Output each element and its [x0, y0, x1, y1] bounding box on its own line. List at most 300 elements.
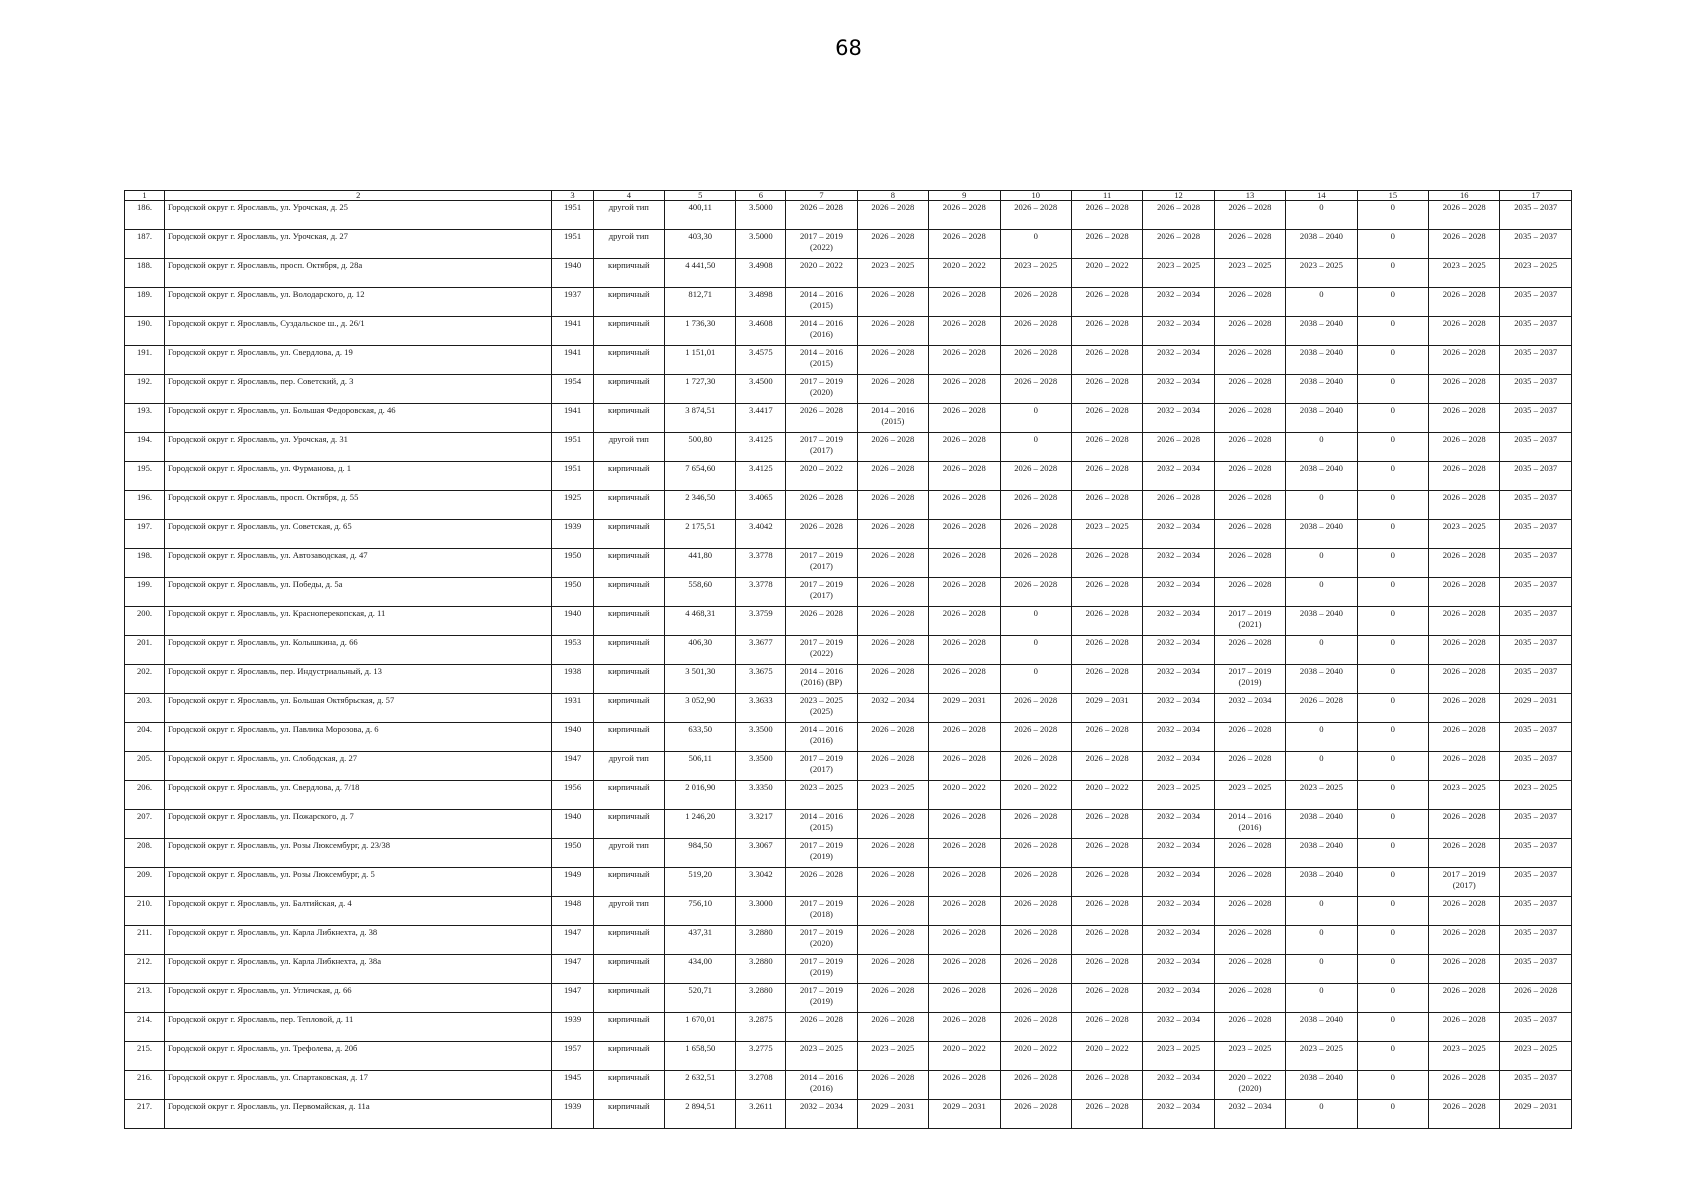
- table-cell: кирпичный: [593, 955, 664, 984]
- table-cell: 756,10: [665, 897, 736, 926]
- table-cell: 0: [1000, 230, 1071, 259]
- table-cell: 2026 – 2028: [1143, 230, 1214, 259]
- table-cell: 0: [1357, 1071, 1428, 1100]
- row-number-cell: 205.: [125, 752, 165, 781]
- table-cell: 2035 – 2037: [1500, 810, 1572, 839]
- table-cell: 2023 – 2025: [786, 1042, 857, 1071]
- table-row: [125, 346, 1572, 375]
- table-cell: 3.3067: [736, 839, 786, 868]
- address-cell: Городской округ г. Ярославль, ул. Карла Либкнехта, д. 38а: [165, 955, 552, 984]
- table-cell: 2038 – 2040: [1286, 375, 1357, 404]
- table-cell: 1950: [552, 839, 593, 868]
- table-cell: 2023 – 2025: [1500, 259, 1572, 288]
- row-number-cell: 198.: [125, 549, 165, 578]
- table-cell: 984,50: [665, 839, 736, 868]
- table-cell: кирпичный: [593, 984, 664, 1013]
- table-cell: 2032 – 2034: [1143, 607, 1214, 636]
- table-cell: 0: [1357, 317, 1428, 346]
- table-cell: 2023 – 2025: [786, 781, 857, 810]
- table-cell: другой тип: [593, 433, 664, 462]
- table-cell: 2020 – 2022: [929, 781, 1000, 810]
- row-number-cell: 190.: [125, 317, 165, 346]
- table-cell: 2026 – 2028: [1071, 201, 1142, 230]
- table-cell: 2026 – 2028: [1071, 897, 1142, 926]
- table-cell: кирпичный: [593, 1071, 664, 1100]
- table-cell: 0: [1286, 752, 1357, 781]
- table-cell: 1 736,30: [665, 317, 736, 346]
- table-cell: 3.3633: [736, 694, 786, 723]
- table-cell: 2026 – 2028: [1000, 1071, 1071, 1100]
- table-cell: 2026 – 2028: [1071, 462, 1142, 491]
- address-cell: Городской округ г. Ярославль, ул. Свердлова, д. 19: [165, 346, 552, 375]
- table-cell: 2026 – 2028: [1071, 607, 1142, 636]
- table-cell: другой тип: [593, 752, 664, 781]
- row-number-cell: 189.: [125, 288, 165, 317]
- table-cell: 1945: [552, 1071, 593, 1100]
- address-cell: Городской округ г. Ярославль, ул. Трефолева, д. 20б: [165, 1042, 552, 1071]
- table-cell: 2026 – 2028: [1429, 201, 1500, 230]
- table-cell: 2026 – 2028: [1071, 346, 1142, 375]
- table-cell: 1 727,30: [665, 375, 736, 404]
- column-number-header: 1: [125, 191, 165, 201]
- table-cell: 3.5000: [736, 230, 786, 259]
- table-cell: 2026 – 2028: [857, 636, 928, 665]
- table-row: [125, 1013, 1572, 1042]
- table-cell: 2026 – 2028: [857, 317, 928, 346]
- row-number-cell: 201.: [125, 636, 165, 665]
- table-cell: 2026 – 2028: [1429, 230, 1500, 259]
- table-cell: 2035 – 2037: [1500, 288, 1572, 317]
- table-cell: 1951: [552, 230, 593, 259]
- table-cell: 2026 – 2028: [1000, 752, 1071, 781]
- table-cell: 2038 – 2040: [1286, 839, 1357, 868]
- row-number-cell: 192.: [125, 375, 165, 404]
- table-cell: 2023 – 2025: [1071, 520, 1142, 549]
- table-row: [125, 578, 1572, 607]
- table-cell: 2026 – 2028: [857, 752, 928, 781]
- table-cell: 2026 – 2028: [929, 491, 1000, 520]
- table-cell: 2038 – 2040: [1286, 1071, 1357, 1100]
- table-cell: 2026 – 2028: [1429, 984, 1500, 1013]
- column-number-header: 12: [1143, 191, 1214, 201]
- table-cell: 2026 – 2028: [1143, 433, 1214, 462]
- table-cell: 2032 – 2034: [1143, 636, 1214, 665]
- table-cell: 2026 – 2028: [857, 926, 928, 955]
- address-cell: Городской округ г. Ярославль, ул. Урочская, д. 27: [165, 230, 552, 259]
- table-cell: 2035 – 2037: [1500, 433, 1572, 462]
- table-cell: 2026 – 2028: [1214, 317, 1285, 346]
- table-cell: 2026 – 2028: [929, 752, 1000, 781]
- table-row: [125, 723, 1572, 752]
- table-cell: кирпичный: [593, 723, 664, 752]
- table-cell: 2026 – 2028: [1214, 404, 1285, 433]
- table-cell: 2026 – 2028: [1071, 868, 1142, 897]
- table-cell: 2026 – 2028: [1500, 984, 1572, 1013]
- row-number-cell: 187.: [125, 230, 165, 259]
- table-cell: 2026 – 2028: [1071, 810, 1142, 839]
- table-cell: 2038 – 2040: [1286, 462, 1357, 491]
- table-cell: 3.2775: [736, 1042, 786, 1071]
- table-cell: 0: [1357, 462, 1428, 491]
- row-number-cell: 203.: [125, 694, 165, 723]
- column-number-header: 5: [665, 191, 736, 201]
- row-number-cell: 213.: [125, 984, 165, 1013]
- table-cell: 2035 – 2037: [1500, 491, 1572, 520]
- table-cell: 2026 – 2028: [929, 230, 1000, 259]
- table-cell: 1954: [552, 375, 593, 404]
- table-cell: 2032 – 2034: [1143, 317, 1214, 346]
- table-cell: 3 501,30: [665, 665, 736, 694]
- table-cell: 2026 – 2028: [1214, 462, 1285, 491]
- address-cell: Городской округ г. Ярославль, ул. Победы, д. 5а: [165, 578, 552, 607]
- table-row: [125, 201, 1572, 230]
- table-cell: 506,11: [665, 752, 736, 781]
- table-row: [125, 230, 1572, 259]
- address-cell: Городской округ г. Ярославль, ул. Балтийская, д. 4: [165, 897, 552, 926]
- table-cell: 2017 – 2019 (2022): [786, 230, 857, 259]
- table-cell: 0: [1286, 1100, 1357, 1129]
- row-number-cell: 217.: [125, 1100, 165, 1129]
- table-cell: 1941: [552, 317, 593, 346]
- table-cell: 2038 – 2040: [1286, 607, 1357, 636]
- table-cell: 2035 – 2037: [1500, 868, 1572, 897]
- table-cell: 0: [1357, 752, 1428, 781]
- table-cell: 2026 – 2028: [1429, 810, 1500, 839]
- row-number-cell: 206.: [125, 781, 165, 810]
- table-cell: 2026 – 2028: [857, 955, 928, 984]
- table-cell: 2026 – 2028: [929, 462, 1000, 491]
- column-number-header: 7: [786, 191, 857, 201]
- table-cell: 2014 – 2016 (2015): [857, 404, 928, 433]
- table-cell: кирпичный: [593, 868, 664, 897]
- table-cell: 2026 – 2028: [929, 810, 1000, 839]
- table-cell: 2023 – 2025: [1429, 520, 1500, 549]
- table-cell: 2026 – 2028: [1429, 317, 1500, 346]
- table-cell: 2026 – 2028: [857, 230, 928, 259]
- table-cell: 3.4575: [736, 346, 786, 375]
- table-cell: 2032 – 2034: [1143, 1013, 1214, 1042]
- row-number-cell: 197.: [125, 520, 165, 549]
- table-cell: 558,60: [665, 578, 736, 607]
- address-cell: Городской округ г. Ярославль, ул. Красноперекопская, д. 11: [165, 607, 552, 636]
- table-row: [125, 491, 1572, 520]
- table-cell: 2026 – 2028: [1000, 491, 1071, 520]
- table-cell: 0: [1357, 839, 1428, 868]
- table-cell: 2026 – 2028: [1214, 433, 1285, 462]
- table-cell: 2026 – 2028: [1071, 839, 1142, 868]
- table-cell: 2026 – 2028: [1000, 1100, 1071, 1129]
- table-cell: 0: [1286, 723, 1357, 752]
- table-cell: 2026 – 2028: [929, 984, 1000, 1013]
- table-cell: кирпичный: [593, 781, 664, 810]
- table-cell: 2017 – 2019 (2017): [786, 752, 857, 781]
- table-cell: кирпичный: [593, 1100, 664, 1129]
- table-cell: 406,30: [665, 636, 736, 665]
- table-cell: 2026 – 2028: [857, 810, 928, 839]
- table-cell: 2026 – 2028: [1000, 375, 1071, 404]
- row-number-cell: 196.: [125, 491, 165, 520]
- address-cell: Городской округ г. Ярославль, ул. Большая Федоровская, д. 46: [165, 404, 552, 433]
- table-cell: 2014 – 2016 (2015): [786, 810, 857, 839]
- address-cell: Городской округ г. Ярославль, ул. Урочская, д. 25: [165, 201, 552, 230]
- table-cell: 2026 – 2028: [1214, 1013, 1285, 1042]
- table-cell: 2026 – 2028: [1071, 549, 1142, 578]
- table-cell: 2026 – 2028: [1214, 549, 1285, 578]
- table-cell: 2026 – 2028: [1143, 201, 1214, 230]
- table-cell: 2026 – 2028: [1214, 520, 1285, 549]
- row-number-cell: 202.: [125, 665, 165, 694]
- table-cell: 2032 – 2034: [1143, 549, 1214, 578]
- table-cell: 2026 – 2028: [857, 346, 928, 375]
- table-cell: 2023 – 2025: [1143, 259, 1214, 288]
- table-cell: 1939: [552, 1013, 593, 1042]
- table-cell: 0: [1357, 433, 1428, 462]
- table-cell: 3.2708: [736, 1071, 786, 1100]
- table-cell: 1 151,01: [665, 346, 736, 375]
- table-cell: 2 175,51: [665, 520, 736, 549]
- table-cell: кирпичный: [593, 1013, 664, 1042]
- table-cell: 2023 – 2025 (2025): [786, 694, 857, 723]
- table-cell: 2026 – 2028: [929, 288, 1000, 317]
- table-cell: 0: [1000, 665, 1071, 694]
- table-row: [125, 288, 1572, 317]
- table-cell: 1925: [552, 491, 593, 520]
- table-cell: 1949: [552, 868, 593, 897]
- table-cell: 2032 – 2034: [1143, 665, 1214, 694]
- table-cell: 2035 – 2037: [1500, 897, 1572, 926]
- table-cell: 2038 – 2040: [1286, 868, 1357, 897]
- table-row: [125, 781, 1572, 810]
- table-cell: кирпичный: [593, 520, 664, 549]
- table-cell: 2017 – 2019 (2019): [786, 839, 857, 868]
- table-cell: 2026 – 2028: [786, 491, 857, 520]
- table-cell: 2035 – 2037: [1500, 839, 1572, 868]
- row-number-cell: 186.: [125, 201, 165, 230]
- table-cell: 3.2880: [736, 955, 786, 984]
- table-cell: 2020 – 2022: [1071, 781, 1142, 810]
- table-cell: 520,71: [665, 984, 736, 1013]
- row-number-cell: 211.: [125, 926, 165, 955]
- table-cell: 2023 – 2025: [857, 1042, 928, 1071]
- row-number-cell: 188.: [125, 259, 165, 288]
- table-cell: 3.4500: [736, 375, 786, 404]
- table-cell: 1939: [552, 1100, 593, 1129]
- table-cell: 2038 – 2040: [1286, 520, 1357, 549]
- table-cell: кирпичный: [593, 288, 664, 317]
- table-cell: 2026 – 2028: [857, 984, 928, 1013]
- table-cell: 0: [1000, 636, 1071, 665]
- table-cell: 0: [1286, 897, 1357, 926]
- table-row: [125, 926, 1572, 955]
- table-cell: 2020 – 2022: [1000, 1042, 1071, 1071]
- table-row: [125, 259, 1572, 288]
- table-cell: 2023 – 2025: [1214, 259, 1285, 288]
- table-cell: 2032 – 2034: [1143, 462, 1214, 491]
- table-cell: другой тип: [593, 839, 664, 868]
- table-cell: 2026 – 2028: [929, 868, 1000, 897]
- table-cell: 1947: [552, 926, 593, 955]
- table-cell: 2026 – 2028: [1214, 230, 1285, 259]
- table-cell: 2038 – 2040: [1286, 317, 1357, 346]
- address-cell: Городской округ г. Ярославль, ул. Первомайская, д. 11а: [165, 1100, 552, 1129]
- table-cell: 3.3350: [736, 781, 786, 810]
- table-cell: 2026 – 2028: [1214, 723, 1285, 752]
- table-cell: 2023 – 2025: [1214, 1042, 1285, 1071]
- table-cell: 2038 – 2040: [1286, 230, 1357, 259]
- table-cell: 3.3500: [736, 752, 786, 781]
- table-cell: 2026 – 2028: [786, 404, 857, 433]
- table-cell: кирпичный: [593, 404, 664, 433]
- table-cell: 2014 – 2016 (2016): [1214, 810, 1285, 839]
- table-cell: 2017 – 2019 (2018): [786, 897, 857, 926]
- table-cell: 2014 – 2016 (2016): [786, 317, 857, 346]
- table-cell: 0: [1357, 1042, 1428, 1071]
- table-cell: кирпичный: [593, 375, 664, 404]
- column-number-header: 14: [1286, 191, 1357, 201]
- table-cell: 2026 – 2028: [1071, 404, 1142, 433]
- table-cell: 2026 – 2028: [857, 839, 928, 868]
- table-cell: 2026 – 2028: [929, 346, 1000, 375]
- table-cell: 2026 – 2028: [1143, 491, 1214, 520]
- table-cell: 3.2875: [736, 1013, 786, 1042]
- table-cell: 1 658,50: [665, 1042, 736, 1071]
- address-cell: Городской округ г. Ярославль, пер. Тепловой, д. 11: [165, 1013, 552, 1042]
- row-number-cell: 199.: [125, 578, 165, 607]
- table-cell: 2026 – 2028: [1214, 897, 1285, 926]
- table-cell: 2014 – 2016 (2015): [786, 288, 857, 317]
- table-row: [125, 897, 1572, 926]
- table-cell: 2026 – 2028: [786, 201, 857, 230]
- table-cell: 2017 – 2019 (2019): [786, 984, 857, 1013]
- table-cell: 2026 – 2028: [1214, 636, 1285, 665]
- row-number-cell: 194.: [125, 433, 165, 462]
- page-number: 68: [835, 36, 862, 60]
- table-cell: 1 246,20: [665, 810, 736, 839]
- table-cell: 2 016,90: [665, 781, 736, 810]
- table-cell: 2026 – 2028: [1071, 984, 1142, 1013]
- table-cell: 2038 – 2040: [1286, 665, 1357, 694]
- table-cell: 3.3042: [736, 868, 786, 897]
- table-cell: 2035 – 2037: [1500, 607, 1572, 636]
- table-cell: 2026 – 2028: [1214, 984, 1285, 1013]
- table-cell: 0: [1286, 433, 1357, 462]
- table-cell: 2026 – 2028: [857, 665, 928, 694]
- table-cell: 2026 – 2028: [929, 955, 1000, 984]
- table-cell: 0: [1357, 520, 1428, 549]
- table-cell: 441,80: [665, 549, 736, 578]
- table-cell: 2023 – 2025: [857, 781, 928, 810]
- table-cell: 2032 – 2034: [1143, 404, 1214, 433]
- table-cell: 2026 – 2028: [857, 1013, 928, 1042]
- table-cell: 2032 – 2034: [1143, 839, 1214, 868]
- table-cell: 0: [1357, 288, 1428, 317]
- table-cell: 2017 – 2019 (2017): [1429, 868, 1500, 897]
- table-cell: 2026 – 2028: [929, 549, 1000, 578]
- table-cell: 2026 – 2028: [1071, 1013, 1142, 1042]
- table-cell: 2026 – 2028: [786, 607, 857, 636]
- table-cell: 1938: [552, 665, 593, 694]
- table-cell: 2023 – 2025: [857, 259, 928, 288]
- table-cell: 2026 – 2028: [1000, 984, 1071, 1013]
- table-cell: 2026 – 2028: [1071, 578, 1142, 607]
- table-cell: 2032 – 2034: [1143, 346, 1214, 375]
- address-cell: Городской округ г. Ярославль, пер. Индустриальный, д. 13: [165, 665, 552, 694]
- table-cell: 2026 – 2028: [1429, 636, 1500, 665]
- column-number-header: 8: [857, 191, 928, 201]
- table-row: [125, 694, 1572, 723]
- table-row: [125, 520, 1572, 549]
- table-cell: 2035 – 2037: [1500, 520, 1572, 549]
- table-cell: 2014 – 2016 (2016): [786, 723, 857, 752]
- table-cell: 0: [1357, 201, 1428, 230]
- table-cell: 0: [1357, 578, 1428, 607]
- table-cell: кирпичный: [593, 636, 664, 665]
- table-cell: 3 052,90: [665, 694, 736, 723]
- table-cell: 2032 – 2034: [1143, 752, 1214, 781]
- table-cell: 2023 – 2025: [1429, 259, 1500, 288]
- column-number-header: 2: [165, 191, 552, 201]
- table-cell: 0: [1357, 781, 1428, 810]
- table-row: [125, 636, 1572, 665]
- table-cell: 2023 – 2025: [1286, 259, 1357, 288]
- table-cell: 2026 – 2028: [1286, 694, 1357, 723]
- table-cell: 2032 – 2034: [857, 694, 928, 723]
- table-cell: 0: [1000, 404, 1071, 433]
- table-cell: 1951: [552, 201, 593, 230]
- column-number-header: 6: [736, 191, 786, 201]
- table-cell: 2023 – 2025: [1143, 1042, 1214, 1071]
- table-row: [125, 462, 1572, 491]
- address-cell: Городской округ г. Ярославль, ул. Колышкина, д. 66: [165, 636, 552, 665]
- address-cell: Городской округ г. Ярославль, ул. Урочская, д. 31: [165, 433, 552, 462]
- table-row: [125, 665, 1572, 694]
- table-cell: 2026 – 2028: [1000, 723, 1071, 752]
- table-cell: 2026 – 2028: [1214, 491, 1285, 520]
- table-cell: 0: [1357, 259, 1428, 288]
- table-cell: 437,31: [665, 926, 736, 955]
- table-cell: 1940: [552, 607, 593, 636]
- table-cell: 2026 – 2028: [1071, 1100, 1142, 1129]
- address-cell: Городской округ г. Ярославль, ул. Советская, д. 65: [165, 520, 552, 549]
- table-cell: 2026 – 2028: [1000, 549, 1071, 578]
- table-cell: 2035 – 2037: [1500, 752, 1572, 781]
- table-cell: 2026 – 2028: [1000, 868, 1071, 897]
- table-cell: 2032 – 2034: [1143, 955, 1214, 984]
- table-row: [125, 404, 1572, 433]
- table-cell: 0: [1000, 607, 1071, 636]
- table-cell: 2035 – 2037: [1500, 636, 1572, 665]
- table-cell: 2020 – 2022: [1000, 781, 1071, 810]
- table-cell: 1 670,01: [665, 1013, 736, 1042]
- table-cell: 2026 – 2028: [857, 375, 928, 404]
- table-row: [125, 1042, 1572, 1071]
- table-cell: 3.4417: [736, 404, 786, 433]
- table-cell: кирпичный: [593, 926, 664, 955]
- table-cell: 2032 – 2034: [1143, 1100, 1214, 1129]
- table-cell: 3.2611: [736, 1100, 786, 1129]
- table-cell: 2026 – 2028: [1429, 1013, 1500, 1042]
- table-cell: 2026 – 2028: [929, 839, 1000, 868]
- column-number-row: [125, 191, 1572, 201]
- row-number-cell: 215.: [125, 1042, 165, 1071]
- table-cell: 1931: [552, 694, 593, 723]
- table-cell: 2035 – 2037: [1500, 317, 1572, 346]
- table-cell: 3.3778: [736, 578, 786, 607]
- table-cell: 3.3000: [736, 897, 786, 926]
- table-cell: 2026 – 2028: [1214, 955, 1285, 984]
- table-cell: 2026 – 2028: [1214, 868, 1285, 897]
- table-cell: 2026 – 2028: [1071, 723, 1142, 752]
